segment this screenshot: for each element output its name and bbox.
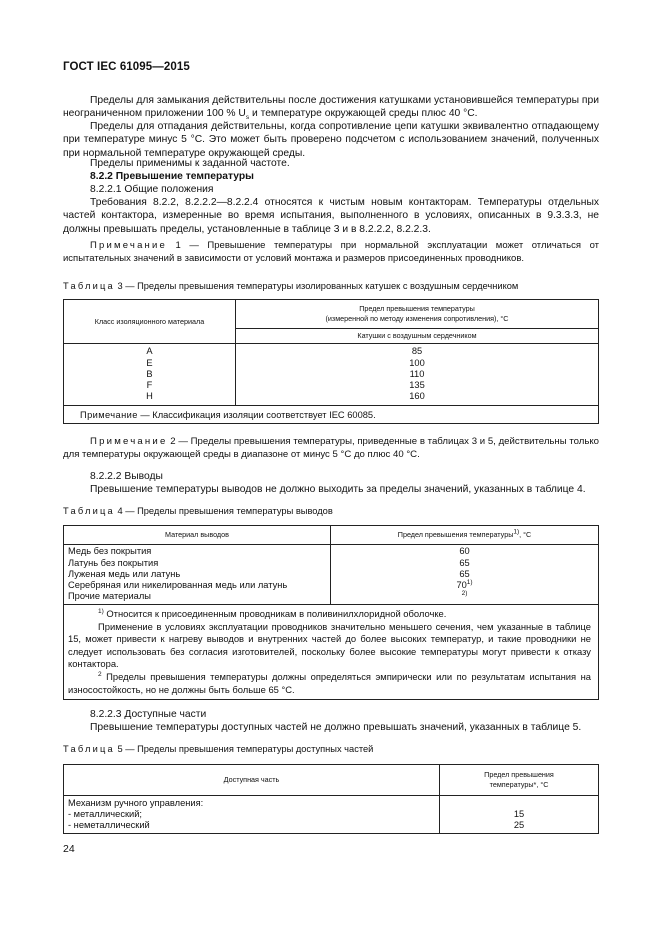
footnote-text: Относится к присоединенным проводникам в поливинилхлоридной оболочке. — [103, 608, 447, 619]
caption-label: Таблица — [63, 281, 115, 291]
header-unit: , °С — [519, 530, 532, 539]
table5-caption — [63, 744, 373, 754]
table-cell: Прочие материалы — [68, 591, 151, 602]
caption-label: Таблица — [63, 744, 115, 754]
table-cell: - металлический; — [68, 809, 142, 820]
table-cell: 135 — [409, 380, 425, 391]
section-heading-822: 8.2.2 Превышение температуры — [90, 171, 254, 182]
table-cell: Латунь без покрытия — [68, 557, 159, 568]
table4-values-cell — [331, 545, 599, 605]
table-cell: 15 — [513, 809, 525, 820]
table3-col2-subheader: Катушки с воздушным сердечником — [236, 329, 599, 344]
caption-label: Таблица — [63, 506, 115, 516]
header-line: (измеренной по методу изменения сопротивления), °С — [325, 314, 509, 323]
table3-caption — [63, 281, 518, 291]
table-cell: 65 — [459, 557, 470, 568]
table5-parts-cell — [64, 796, 440, 834]
paragraph-applicable: Пределы применимы к заданной частоте. — [90, 158, 290, 169]
table3-values-cell — [236, 344, 599, 406]
paragraph-terminals: Превышение температуры выводов не должно выходить за пределы значений, указанных в таблице 4. — [90, 484, 586, 495]
table-cell: B — [146, 368, 153, 379]
document-header: ГОСТ IEC 61095—2015 — [63, 61, 190, 73]
table-4 — [63, 525, 599, 700]
table4-col2-header — [331, 526, 599, 545]
table3-note — [64, 406, 599, 424]
spacer — [440, 798, 598, 809]
table-group-label: Механизм ручного управления: — [68, 798, 204, 808]
footnote-marker: 1) — [466, 579, 473, 586]
table-cell: 110 — [409, 368, 425, 379]
footnote-1-paragraph: Применение в условиях эксплуатации проводников значительно меньшего сечения, чем указанные в таблице 15, может привести к нагреву выводов и внутренних частей до более высоких температур, и такие проводники не следует использовать без согласия изготовителей, поскольку более высокие температуры могут привести к отказу контактора. — [68, 620, 591, 670]
footnote-1 — [68, 608, 591, 621]
table-5 — [63, 764, 599, 834]
table-cell: 25 — [513, 820, 525, 831]
page-number: 24 — [63, 843, 75, 855]
table-cell — [331, 591, 598, 602]
footnote-marker: 1) — [98, 607, 104, 615]
table4-caption — [63, 506, 333, 516]
table4-col1-header: Материал выводов — [64, 526, 331, 545]
table-cell: 60 — [459, 546, 470, 557]
table-cell: A — [146, 346, 153, 357]
table4-footnotes — [64, 605, 599, 700]
section-heading-8223: 8.2.2.3 Доступные части — [90, 709, 207, 720]
text: и температуре окружающей среды плюс 40 °С. — [249, 108, 478, 120]
table4-materials-cell — [64, 545, 331, 605]
header-line: Предел превышения температуры — [359, 304, 475, 313]
section-heading-8221: 8.2.2.1 Общие положения — [90, 184, 214, 195]
section-heading-8222: 8.2.2.2 Выводы — [90, 471, 163, 482]
table-cell: 65 — [459, 568, 470, 579]
note-1 — [63, 240, 599, 265]
value: 70 — [456, 580, 467, 591]
table3-col2-header — [236, 300, 599, 329]
table5-col2-header — [440, 765, 599, 796]
header-line: температуры*, °С — [489, 780, 549, 789]
caption-text: 5 — Пределы превышения температуры доступных частей — [114, 744, 374, 754]
note-label: Примечание — [90, 240, 167, 251]
table3-col1-header: Класс изоляционного материала — [64, 300, 236, 344]
footnote-marker: 2) — [461, 590, 468, 598]
footnote-marker: 1) — [513, 528, 520, 536]
note-label: Примечание — [80, 409, 138, 420]
note-text: 2 — Пределы превышения температуры, приведенные в таблицах 3 и 5, действительны только для температуры окружающей среды в диапазоне от минус 5 °С до плюс 40 °С. — [63, 436, 599, 460]
subscript: s — [245, 114, 250, 122]
note-2 — [63, 436, 599, 462]
table5-col1-header: Доступная часть — [64, 765, 440, 796]
footnote-2 — [68, 671, 591, 696]
header-text: Предел превышения температуры — [397, 530, 514, 539]
paragraph-release-limits: Пределы для отпадания действительны, когда сопротивление цепи катушки эквивалентно отпадающему при температуре минус 5 °С. Это может быть проверено подсчетом с использованием значений, полученных при нормальной температуре окружающей среды. — [63, 121, 599, 159]
table-cell: F — [146, 380, 153, 391]
caption-text: 3 — Пределы превышения температуры изолированных катушек с воздушным сердечником — [114, 281, 519, 291]
footnote-text: Пределы превышения температуры должны определяться эмпирически или по результатам испытания на износостойкость, но не должны быть больше 65 °С. — [68, 670, 591, 695]
table-cell: Серебряная или никелированная медь или латунь — [68, 580, 288, 591]
table-cell: - неметаллический — [68, 820, 150, 831]
table-cell: H — [146, 391, 153, 402]
table-3 — [63, 299, 599, 424]
paragraph-accessible: Превышение температуры доступных частей не должно превышать значений, указанных в таблице 5. — [90, 722, 582, 733]
table3-classes-cell — [64, 344, 236, 406]
caption-text: 4 — Пределы превышения температуры выводов — [114, 506, 333, 516]
table-cell: Медь без покрытия — [68, 546, 152, 557]
table-cell: E — [146, 357, 153, 368]
table5-values-cell — [440, 796, 599, 834]
table-cell: 100 — [409, 357, 425, 368]
note-label: Примечание — [90, 436, 168, 447]
table-cell: Луженая медь или латунь — [68, 568, 181, 579]
table-cell: 85 — [411, 346, 423, 357]
text: Пределы для замыкания действительны после достижения катушками установившейся температуры при неограниченном приложении 100 % U — [63, 95, 599, 120]
header-line: Предел превышения — [484, 770, 554, 779]
footnote-marker: 2 — [98, 670, 102, 678]
paragraph-close-limits — [63, 94, 599, 121]
table-cell: 160 — [409, 391, 425, 402]
paragraph-requirements: Требования 8.2.2, 8.2.2.2—8.2.2.4 относятся к чистым новым контакторам. Температуры отдельных частей контактора, измеренные во время испытания, выполненного в условиях, описанных в 9.3.3.3, не должны превышать пределы, установленные в таблице 3 и в 8.2.2.2, 8.2.2.3. — [63, 197, 599, 235]
note-text: 1 — Превышение температуры при нормальной эксплуатации может отличаться от испытательных значений в зависимости от условий монтажа и размеров присоединенных проводников. — [63, 240, 599, 264]
note-text: — Классификация изоляции соответствует IEC 60085. — [137, 409, 376, 420]
